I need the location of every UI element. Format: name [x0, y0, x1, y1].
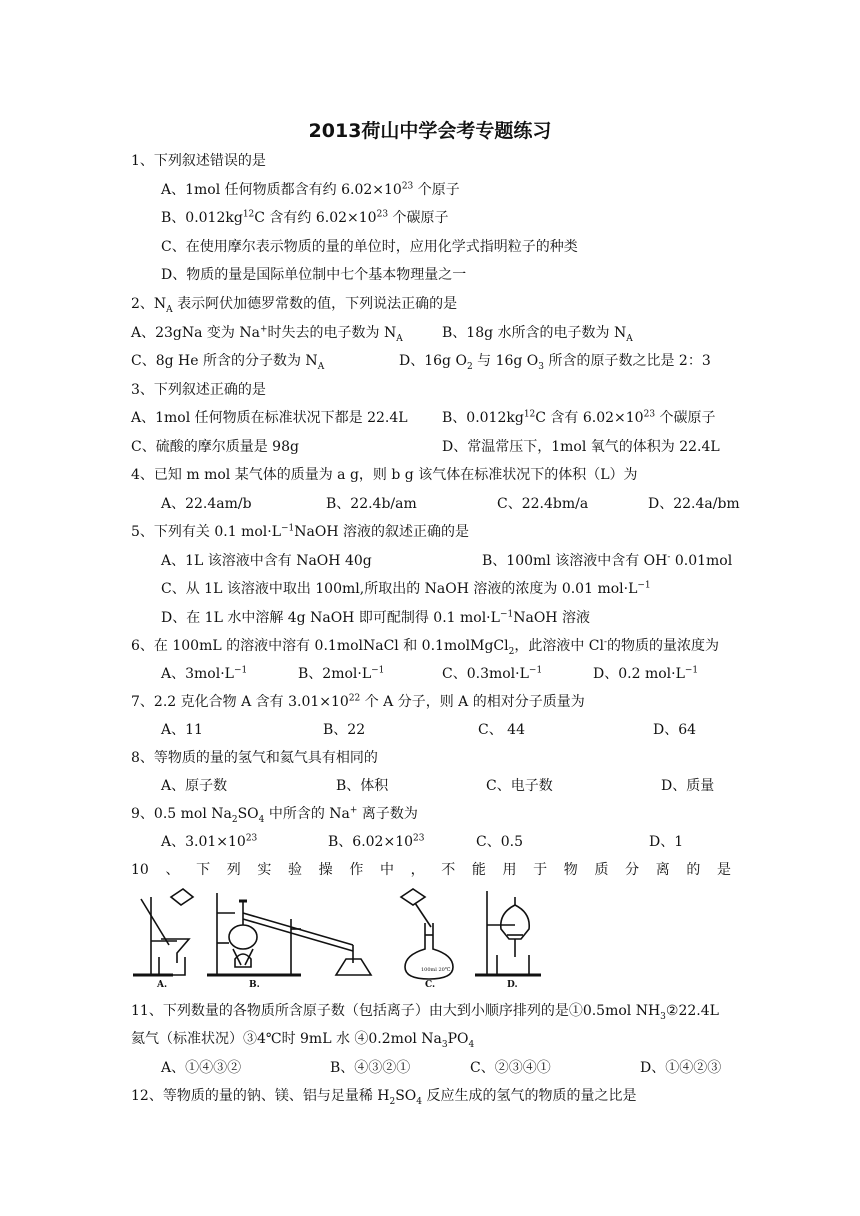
q11-option-c: C、②③④① — [470, 1060, 551, 1076]
label-a: A. — [157, 980, 168, 990]
q2-option-c: C、8g He 所含的分子数为 $N_A$ — [131, 353, 325, 372]
q8-stem: 8、等物质的量的氢气和氦气具有相同的 — [131, 750, 378, 766]
q9-option-a: A、$3.01\times 10^{23}$ — [161, 833, 258, 850]
q2-option-a: A、23gNa 变为 Na+时失去的电子数为 $N_A$ — [131, 324, 403, 344]
q11-stem-line2: 氦气（标准状况）③4℃时 9mL 水 ④0.2mol $Na_3PO_4$ — [131, 1031, 475, 1050]
q9-option-d: D、1 — [649, 834, 684, 850]
q1-option-a: A、1mol 任何物质都含有约 $6.02\times 10^{23}$ 个原子 — [161, 181, 460, 198]
q11-option-a: A、①④③② — [161, 1060, 242, 1076]
q3-stem: 3、下列叙述正确的是 — [131, 382, 266, 398]
q5-stem: 5、下列有关 0.1 $mol\cdot L^{-1}NaOH$ 溶液的叙述正确的是 — [131, 523, 470, 540]
q1-option-d: D、物质的量是国际单位制中七个基本物理量之一 — [161, 267, 467, 283]
apparatus-c-volumetric-flask — [401, 889, 453, 979]
label-b: B. — [249, 980, 260, 990]
q6-option-c: C、$0.3mol\cdot L^{-1}$ — [442, 665, 543, 682]
q3-option-d: D、常温常压下，1mol 氧气的体积为 22.4L — [442, 439, 720, 455]
apparatus-b-distillation — [207, 893, 371, 975]
q2-stem: 2、$N_A$ 表示阿伏加德罗常数的值，下列说法正确的是 — [131, 296, 458, 315]
q5-option-b: B、100ml 该溶液中含有 OH- 0.01mol — [482, 552, 733, 569]
q10-apparatus-figure — [131, 883, 571, 993]
q2-option-b: B、18g 水所含的电子数为 $N_A$ — [442, 325, 633, 344]
q8-option-c: C、电子数 — [486, 778, 553, 794]
q1-option-c: C、在使用摩尔表示物质的量的单位时，应用化学式指明粒子的种类 — [161, 239, 578, 255]
q3-option-a: A、1mol 任何物质在标准状况下都是 22.4L — [131, 410, 408, 426]
q4-option-b: B、22.4b/am — [326, 496, 417, 512]
q4-option-d: D、22.4a/bm — [648, 496, 740, 512]
q7-stem: 7、2.2 克化合物 A 含有 $3.01\times 10^{22}$ 个 A 分子，则 A 的相对分子质量为 — [131, 693, 585, 710]
label-c: C. — [425, 980, 436, 990]
q7-option-a: A、11 — [161, 722, 203, 738]
q7-option-b: B、22 — [323, 722, 366, 738]
q6-stem: 6、在 100mL 的溶液中溶有 0.1molNaCl 和 0.1molMgCl$_2$，此溶液中 Cl-的物质的量浓度为 — [131, 637, 720, 657]
page-title: 2013荷山中学会考专题练习 — [308, 120, 552, 142]
q4-stem: 4、已知 m mol 某气体的质量为 a g，则 b g 该气体在标准状况下的体积（L）为 — [131, 467, 638, 483]
q10-stem: 10 、 下 列 实 验 操 作 中 ， 不 能 用 于 物 质 分 离 的 是 — [131, 862, 731, 878]
q9-option-c: C、0.5 — [476, 834, 523, 850]
apparatus-d-separatory-funnel — [475, 891, 541, 975]
q7-option-c: C、 44 — [478, 722, 525, 738]
q1-option-b: B、$0.012kg^{12}C$ 含有约 $6.02\times 10^{23}$ 个碳原子 — [161, 209, 449, 226]
q11-stem-line1: 11、下列数量的各物质所含原子数（包括离子）由大到小顺序排列的是①0.5mol $NH_3②22.4L$ — [131, 1003, 719, 1022]
q9-option-b: B、$6.02\times 10^{23}$ — [328, 833, 425, 850]
q11-option-b: B、④③②① — [330, 1060, 411, 1076]
q2-option-d: D、16g $O_2$ 与 16g $O_3$ 所含的原子数之比是 2：3 — [399, 353, 711, 372]
q3-option-b: B、$0.012kg^{12}C$ 含有 $6.02\times 10^{23}$ 个碳原子 — [442, 409, 716, 426]
q5-option-a: A、1L 该溶液中含有 NaOH 40g — [161, 553, 372, 569]
label-d: D. — [507, 980, 518, 990]
q11-option-d: D、①④②③ — [640, 1060, 722, 1076]
flask-label: 100ml 20℃ — [421, 967, 451, 973]
q6-option-d: D、0.2 $mol\cdot L^{-1}$ — [593, 665, 699, 682]
q4-option-c: C、22.4bm/a — [497, 496, 589, 512]
q12-stem: 12、等物质的量的钠、镁、铝与足量稀 $H_2SO_4$ 反应生成的氢气的物质的量之比是 — [131, 1088, 637, 1107]
q1-stem: 1、下列叙述错误的是 — [131, 153, 266, 169]
q5-option-c: C、从 1L 该溶液中取出 100ml,所取出的 NaOH 溶液的浓度为 0.01 $mol\cdot L^{-1}$ — [161, 580, 651, 597]
q8-option-a: A、原子数 — [161, 778, 228, 794]
q5-option-d: D、在 1L 水中溶解 4g NaOH 即可配制得 0.1 $mol\cdot L^{-1}NaOH$ 溶液 — [161, 609, 590, 626]
q3-option-c: C、硫酸的摩尔质量是 98g — [131, 439, 299, 455]
q4-option-a: A、22.4am/b — [161, 496, 252, 512]
q8-option-d: D、质量 — [661, 778, 715, 794]
q8-option-b: B、体积 — [336, 778, 389, 794]
q6-option-b: B、$2mol\cdot L^{-1}$ — [298, 665, 385, 682]
q9-stem: 9、0.5 mol $Na_2SO_4$ 中所含的 Na+ 离子数为 — [131, 805, 418, 825]
q6-option-a: A、$3mol\cdot L^{-1}$ — [161, 665, 248, 682]
apparatus-a-filtration — [133, 889, 193, 975]
q7-option-d: D、64 — [653, 722, 697, 738]
